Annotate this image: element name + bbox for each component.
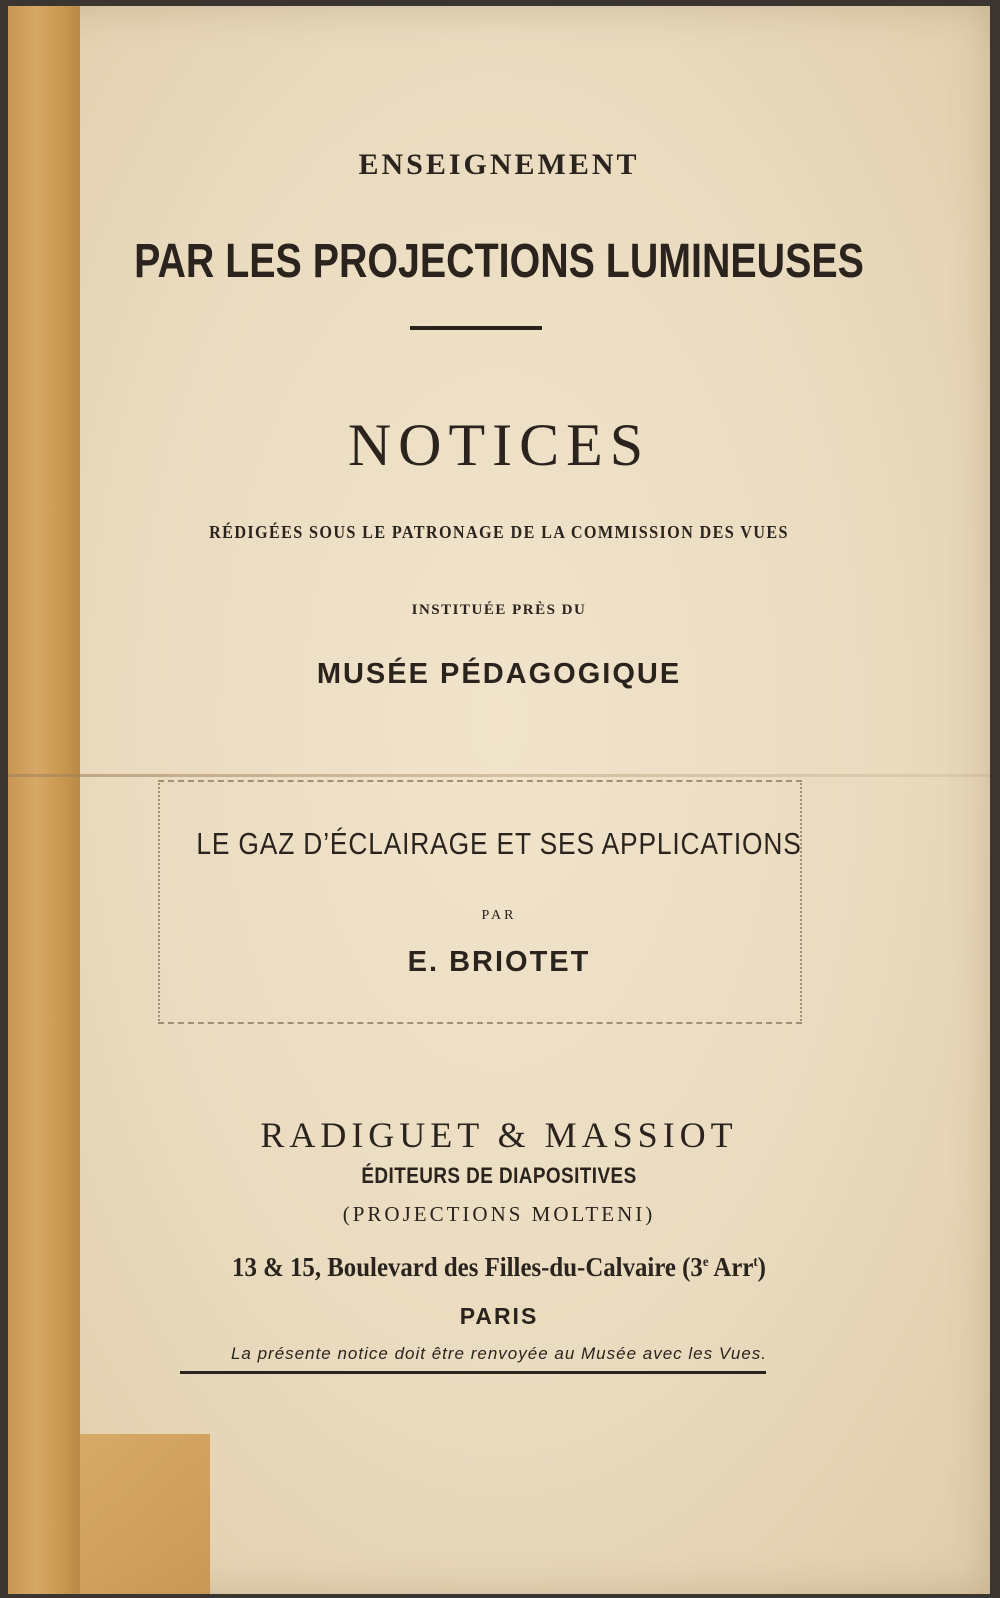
publisher-role: ÉDITEURS DE DIAPOSITIVES xyxy=(361,1163,637,1188)
series-line-1: ENSEIGNEMENT xyxy=(358,148,640,181)
paper-crease xyxy=(8,774,990,777)
notice-underline xyxy=(180,1371,766,1374)
address-main: 13 & 15, Boulevard des Filles-du-Calvaire (3 xyxy=(232,1252,703,1282)
institution-name: MUSÉE PÉDAGOGIQUE xyxy=(316,658,682,690)
title-label-box xyxy=(158,780,802,1024)
return-notice: La présente notice doit être renvoyée au Musée avec les Vues. xyxy=(230,1344,768,1363)
subtitle-line-1: RÉDIGÉES SOUS LE PATRONAGE DE LA COMMISSION DES VUES xyxy=(209,522,789,542)
tape-patch xyxy=(80,1434,210,1594)
address-superscript-1: e xyxy=(702,1255,709,1270)
author-name: E. BRIOTET xyxy=(407,946,591,978)
main-title: NOTICES xyxy=(347,412,651,478)
address-superscript-2: t xyxy=(753,1255,758,1270)
subtitle-line-2: INSTITUÉE PRÈS DU xyxy=(411,602,587,618)
address-close: ) xyxy=(757,1252,766,1282)
publisher-brand: (PROJECTIONS MOLTENI) xyxy=(342,1202,656,1226)
series-line-2: PAR LES PROJECTIONS LUMINEUSES xyxy=(134,235,864,288)
city: PARIS xyxy=(459,1303,539,1329)
publisher-address xyxy=(47,1252,950,1283)
publisher-name: RADIGUET & MASSIOT xyxy=(260,1115,738,1155)
work-title: LE GAZ D’ÉCLAIRAGE ET SES APPLICATIONS xyxy=(196,826,802,861)
address-arrondissement: Arr xyxy=(708,1252,754,1282)
title-rule xyxy=(410,326,542,330)
by-label: PAR xyxy=(481,908,517,923)
document-cover xyxy=(8,6,990,1594)
